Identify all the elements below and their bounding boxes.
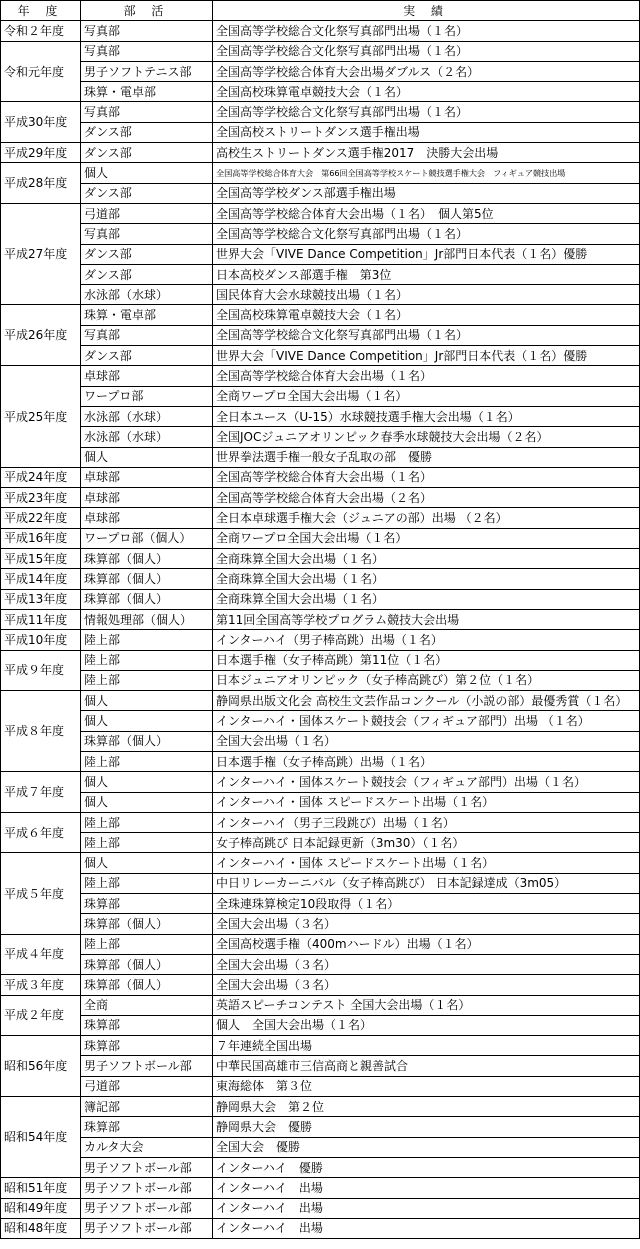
table-row <box>1 1178 640 1198</box>
table-row <box>1 346 640 366</box>
result-cell: インターハイ 出場 <box>213 1198 640 1218</box>
year-cell: 令和元年度 <box>1 41 81 102</box>
club-cell: ワープロ部 <box>81 386 213 406</box>
club-cell: 珠算部（個人） <box>81 914 213 934</box>
table-row <box>1 528 640 548</box>
year-cell: 平成24年度 <box>1 467 81 487</box>
table-row <box>1 751 640 771</box>
club-cell: カルタ大会 <box>81 1137 213 1157</box>
table-row <box>1 833 640 853</box>
year-cell: 平成８年度 <box>1 691 81 772</box>
club-cell: 個人 <box>81 447 213 467</box>
result-cell: 世界大会「VIVE Dance Competition」Jr部門日本代表（１名）優勝 <box>213 346 640 366</box>
club-cell: ダンス部 <box>81 264 213 284</box>
table-row <box>1 41 640 61</box>
club-cell: 写真部 <box>81 224 213 244</box>
table-row <box>1 467 640 487</box>
club-cell: 珠算部 <box>81 1117 213 1137</box>
result-cell: 日本ジュニアオリンピック（女子棒高跳び）第２位（１名） <box>213 670 640 690</box>
club-cell: 写真部 <box>81 41 213 61</box>
table-row <box>1 1117 640 1137</box>
table-row <box>1 853 640 873</box>
year-cell: 平成26年度 <box>1 305 81 366</box>
year-cell: 平成28年度 <box>1 163 81 204</box>
result-cell: インターハイ・国体スケート競技会（フィギュア部門）出場（１名） <box>213 772 640 792</box>
club-cell: 男子ソフトボール部 <box>81 1178 213 1198</box>
result-cell: 全商珠算全国大会出場（１名） <box>213 589 640 609</box>
header-result: 実 績 <box>213 1 640 21</box>
result-cell: インターハイ 優勝 <box>213 1157 640 1177</box>
table-body <box>1 21 640 1239</box>
club-cell: 珠算部（個人） <box>81 549 213 569</box>
result-cell: 静岡県大会 第２位 <box>213 1097 640 1117</box>
club-cell: 陸上部 <box>81 650 213 670</box>
table-row <box>1 203 640 223</box>
table-row <box>1 508 640 528</box>
club-cell: 個人 <box>81 163 213 183</box>
result-cell: 全国高校選手権（400mハードル）出場（１名） <box>213 934 640 954</box>
year-cell: 平成30年度 <box>1 102 81 143</box>
result-cell: 中日リレーカーニバル（女子棒高跳び） 日本記録達成（3m05） <box>213 873 640 893</box>
result-cell: 全商ワープロ全国大会出場（１名） <box>213 386 640 406</box>
club-cell: 卓球部 <box>81 488 213 508</box>
table-row <box>1 224 640 244</box>
table-row <box>1 305 640 325</box>
result-cell: 全珠連珠算検定10段取得（１名） <box>213 894 640 914</box>
club-cell: 簿記部 <box>81 1097 213 1117</box>
table-row <box>1 670 640 690</box>
club-cell: 男子ソフトボール部 <box>81 1198 213 1218</box>
table-row <box>1 1056 640 1076</box>
table-row <box>1 894 640 914</box>
year-cell: 昭和51年度 <box>1 1178 81 1198</box>
club-cell: 個人 <box>81 691 213 711</box>
club-cell: 写真部 <box>81 325 213 345</box>
table-row <box>1 914 640 934</box>
club-cell: 陸上部 <box>81 670 213 690</box>
result-cell: 全国高等学校総合体育大会出場ダブルス（２名） <box>213 61 640 81</box>
table-row <box>1 122 640 142</box>
club-cell: 珠算部（個人） <box>81 975 213 995</box>
result-cell: 全国大会出場（３名） <box>213 954 640 974</box>
result-cell: 個人 全国大会出場（１名） <box>213 1015 640 1035</box>
table-row <box>1 447 640 467</box>
club-cell: 卓球部 <box>81 366 213 386</box>
result-cell: 世界大会「VIVE Dance Competition」Jr部門日本代表（１名）優勝 <box>213 244 640 264</box>
club-cell: 個人 <box>81 772 213 792</box>
result-cell: 全国高等学校ダンス部選手権出場 <box>213 183 640 203</box>
table-row <box>1 772 640 792</box>
club-cell: 水泳部（水球） <box>81 285 213 305</box>
year-cell: 令和２年度 <box>1 21 81 41</box>
result-cell: インターハイ・国体 スピードスケート出場（１名） <box>213 853 640 873</box>
table-row <box>1 406 640 426</box>
club-cell: 陸上部 <box>81 812 213 832</box>
club-cell: 全商 <box>81 995 213 1015</box>
result-cell: 女子棒高跳び 日本記録更新（3m30）（１名） <box>213 833 640 853</box>
club-cell: 写真部 <box>81 102 213 122</box>
year-cell: 平成14年度 <box>1 569 81 589</box>
year-cell: 平成25年度 <box>1 366 81 467</box>
club-cell: 男子ソフトテニス部 <box>81 61 213 81</box>
result-cell: 全国高等学校総合体育大会 第66回全国高等学校スケート競技選手権大会 フィギュア競技出場 <box>213 163 640 183</box>
result-cell: 静岡県出版文化会 高校生文芸作品コンクール（小説の部）最優秀賞（１名） <box>213 691 640 711</box>
result-cell: 東海総体 第３位 <box>213 1076 640 1096</box>
year-cell: 平成29年度 <box>1 143 81 163</box>
club-cell: 陸上部 <box>81 934 213 954</box>
club-cell: 陸上部 <box>81 630 213 650</box>
result-cell: 全国高等学校総合文化祭写真部門出場（１名） <box>213 21 640 41</box>
table-row <box>1 143 640 163</box>
table-row <box>1 711 640 731</box>
year-cell: 昭和54年度 <box>1 1097 81 1178</box>
year-cell: 平成10年度 <box>1 630 81 650</box>
club-cell: 珠算・電卓部 <box>81 82 213 102</box>
result-cell: 高校生ストリートダンス選手権2017 決勝大会出場 <box>213 143 640 163</box>
result-cell: 全国高校珠算電卓競技大会（１名） <box>213 82 640 102</box>
result-cell: 全国大会出場（３名） <box>213 975 640 995</box>
club-cell: 水泳部（水球） <box>81 406 213 426</box>
result-cell: 全日本卓球選手権大会（ジュニアの部）出場 （２名） <box>213 508 640 528</box>
header-year: 年 度 <box>1 1 81 21</box>
table-row <box>1 244 640 264</box>
club-cell: 陸上部 <box>81 873 213 893</box>
table-row <box>1 934 640 954</box>
result-cell: 日本選手権（女子棒高跳）第11位（１名） <box>213 650 640 670</box>
table-row <box>1 569 640 589</box>
table-row <box>1 386 640 406</box>
table-row <box>1 183 640 203</box>
result-cell: 英語スピーチコンテスト 全国大会出場（１名） <box>213 995 640 1015</box>
table-row <box>1 650 640 670</box>
table-row <box>1 1218 640 1238</box>
club-cell: 水泳部（水球） <box>81 427 213 447</box>
result-cell: 全国大会出場（１名） <box>213 731 640 751</box>
club-cell: 珠算部 <box>81 1015 213 1035</box>
club-cell: 珠算・電卓部 <box>81 305 213 325</box>
result-cell: 全国大会 優勝 <box>213 1137 640 1157</box>
table-row <box>1 264 640 284</box>
table-row <box>1 1076 640 1096</box>
year-cell: 平成２年度 <box>1 995 81 1036</box>
table-row <box>1 954 640 974</box>
year-cell: 平成16年度 <box>1 528 81 548</box>
result-cell: 全国高等学校総合体育大会出場（２名） <box>213 488 640 508</box>
result-cell: 全国高等学校総合体育大会出場（１名） <box>213 467 640 487</box>
table-row <box>1 325 640 345</box>
club-cell: 個人 <box>81 853 213 873</box>
result-cell: 全商珠算全国大会出場（１名） <box>213 549 640 569</box>
result-cell: 全国高等学校総合文化祭写真部門出場（１名） <box>213 41 640 61</box>
club-cell: 男子ソフトボール部 <box>81 1218 213 1238</box>
year-cell: 昭和56年度 <box>1 1036 81 1097</box>
result-cell: 国民体育大会水球競技出場（１名） <box>213 285 640 305</box>
table-row <box>1 731 640 751</box>
year-cell: 昭和49年度 <box>1 1198 81 1218</box>
club-cell: 男子ソフトボール部 <box>81 1056 213 1076</box>
club-cell: 珠算部 <box>81 1036 213 1056</box>
table-row <box>1 1137 640 1157</box>
club-cell: 個人 <box>81 711 213 731</box>
year-cell: 平成22年度 <box>1 508 81 528</box>
result-cell: インターハイ・国体スケート競技会（フィギュア部門）出場 （１名） <box>213 711 640 731</box>
year-cell: 平成23年度 <box>1 488 81 508</box>
table-row <box>1 1157 640 1177</box>
result-cell: インターハイ（男子棒高跳）出場（１名） <box>213 630 640 650</box>
table-row <box>1 285 640 305</box>
result-cell: 全商ワープロ全国大会出場（１名） <box>213 528 640 548</box>
club-cell: 卓球部 <box>81 467 213 487</box>
table-row <box>1 1198 640 1218</box>
year-cell: 平成７年度 <box>1 772 81 813</box>
table-row <box>1 792 640 812</box>
result-cell: インターハイ（男子三段跳び）出場（１名） <box>213 812 640 832</box>
year-cell: 平成５年度 <box>1 853 81 934</box>
club-cell: 珠算部（個人） <box>81 731 213 751</box>
club-cell: 陸上部 <box>81 751 213 771</box>
club-cell: 陸上部 <box>81 833 213 853</box>
table-row <box>1 975 640 995</box>
club-cell: 弓道部 <box>81 1076 213 1096</box>
table-row <box>1 102 640 122</box>
result-cell: 全国大会出場（３名） <box>213 914 640 934</box>
table-row <box>1 427 640 447</box>
result-cell: 全国高等学校総合文化祭写真部門出場（１名） <box>213 224 640 244</box>
result-cell: 全国高校ストリートダンス選手権出場 <box>213 122 640 142</box>
result-cell: インターハイ 出場 <box>213 1218 640 1238</box>
club-cell: ダンス部 <box>81 244 213 264</box>
result-cell: 第11回全国高等学校プログラム競技大会出場 <box>213 609 640 629</box>
table-row <box>1 691 640 711</box>
table-row <box>1 812 640 832</box>
year-cell: 平成６年度 <box>1 812 81 853</box>
club-cell: ダンス部 <box>81 346 213 366</box>
table-row <box>1 21 640 41</box>
club-cell: 珠算部（個人） <box>81 569 213 589</box>
club-cell: 写真部 <box>81 21 213 41</box>
table-row <box>1 163 640 183</box>
club-cell: 珠算部（個人） <box>81 954 213 974</box>
result-cell: 全国高等学校総合体育大会出場（１名） <box>213 366 640 386</box>
table-row <box>1 609 640 629</box>
year-cell: 平成15年度 <box>1 549 81 569</box>
club-cell: ワープロ部（個人） <box>81 528 213 548</box>
club-cell: 弓道部 <box>81 203 213 223</box>
table-row <box>1 1036 640 1056</box>
result-cell: 世界拳法選手権一般女子乱取の部 優勝 <box>213 447 640 467</box>
result-cell: 日本選手権（女子棒高跳）出場（１名） <box>213 751 640 771</box>
club-cell: 卓球部 <box>81 508 213 528</box>
result-cell: インターハイ 出場 <box>213 1178 640 1198</box>
result-cell: 全国高校珠算電卓競技大会（１名） <box>213 305 640 325</box>
table-row <box>1 1097 640 1117</box>
table-row <box>1 995 640 1015</box>
table-row <box>1 630 640 650</box>
header-club: 部 活 <box>81 1 213 21</box>
result-cell: ７年連続全国出場 <box>213 1036 640 1056</box>
result-cell: 全国高等学校総合文化祭写真部門出場（１名） <box>213 102 640 122</box>
club-cell: 情報処理部（個人） <box>81 609 213 629</box>
club-cell: ダンス部 <box>81 143 213 163</box>
result-cell: 全商珠算全国大会出場（１名） <box>213 569 640 589</box>
year-cell: 平成11年度 <box>1 609 81 629</box>
year-cell: 平成13年度 <box>1 589 81 609</box>
club-cell: 珠算部（個人） <box>81 589 213 609</box>
result-cell: 全国高等学校総合文化祭写真部門出場（１名） <box>213 325 640 345</box>
table-row <box>1 366 640 386</box>
result-cell: 全国JOCジュニアオリンピック春季水球競技大会出場（２名） <box>213 427 640 447</box>
table-row <box>1 61 640 81</box>
table-row <box>1 488 640 508</box>
club-cell: 男子ソフトボール部 <box>81 1157 213 1177</box>
year-cell: 平成９年度 <box>1 650 81 691</box>
year-cell: 平成３年度 <box>1 975 81 995</box>
result-cell: 日本高校ダンス部選手権 第3位 <box>213 264 640 284</box>
result-cell: インターハイ・国体 スピードスケート出場（１名） <box>213 792 640 812</box>
result-cell: 中華民国高雄市三信高商と親善試合 <box>213 1056 640 1076</box>
club-cell: ダンス部 <box>81 183 213 203</box>
table-row <box>1 549 640 569</box>
club-cell: 珠算部 <box>81 894 213 914</box>
year-cell: 平成４年度 <box>1 934 81 975</box>
result-cell: 全国高等学校総合体育大会出場（１名） 個人第5位 <box>213 203 640 223</box>
table-row <box>1 82 640 102</box>
result-cell: 静岡県大会 優勝 <box>213 1117 640 1137</box>
header-row <box>1 1 640 21</box>
table-row <box>1 1015 640 1035</box>
result-cell: 全日本ユース（U-15）水球競技選手権大会出場（１名） <box>213 406 640 426</box>
club-cell: 個人 <box>81 792 213 812</box>
club-cell: ダンス部 <box>81 122 213 142</box>
year-cell: 平成27年度 <box>1 203 81 304</box>
table-row <box>1 873 640 893</box>
year-cell: 昭和48年度 <box>1 1218 81 1238</box>
table-row <box>1 589 640 609</box>
